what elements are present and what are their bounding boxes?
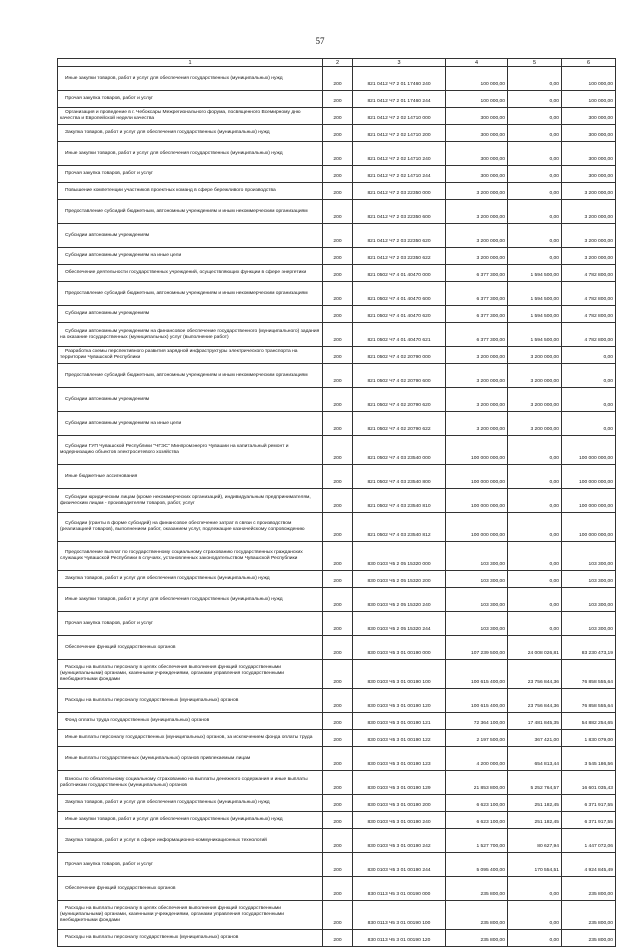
executed-amount-cell: 5 252 764,57	[508, 771, 562, 795]
planned-amount-cell: 3 200 000,00	[446, 183, 508, 200]
remaining-amount-cell: 16 601 035,43	[562, 771, 616, 795]
planned-amount-cell: 103 300,00	[446, 571, 508, 588]
executed-amount-cell: 0,00	[508, 930, 562, 947]
table-row	[58, 636, 616, 660]
executed-amount-cell: 0,00	[508, 436, 562, 465]
executed-amount-cell: 0,00	[508, 183, 562, 200]
table-row	[58, 829, 616, 853]
planned-amount-cell: 100 000 000,00	[446, 465, 508, 489]
planned-amount-cell: 1 527 700,00	[446, 829, 508, 853]
planned-amount-cell: 21 853 800,00	[446, 771, 508, 795]
planned-amount-cell: 6 377 300,00	[446, 323, 508, 347]
table-row	[58, 388, 616, 412]
admin-code-cell: 200	[323, 142, 353, 166]
admin-code-cell: 200	[323, 571, 353, 588]
budget-code-cell: 830 0103 Ч5 3 01 00190 122	[353, 730, 446, 747]
planned-amount-cell: 300 000,00	[446, 142, 508, 166]
budget-code-cell: 821 0412 Ч7 2 03 22350 620	[353, 224, 446, 248]
budget-code-cell: 821 0412 Ч7 2 02 14710 240	[353, 142, 446, 166]
remaining-amount-cell: 100 000 000,00	[562, 489, 616, 513]
admin-code-cell: 200	[323, 306, 353, 323]
table-row	[58, 853, 616, 877]
budget-code-cell: 821 0412 Ч7 2 03 22350 600	[353, 200, 446, 224]
planned-amount-cell: 5 095 400,00	[446, 853, 508, 877]
expense-name-cell: Иные закупки товаров, работ и услуг для обеспечения государственных (муниципальных) нужд	[58, 588, 323, 612]
admin-code-cell: 200	[323, 166, 353, 183]
executed-amount-cell: 367 421,00	[508, 730, 562, 747]
expense-name-cell: Закупка товаров, работ и услуг для обеспечения государственных (муниципальных) нужд	[58, 125, 323, 142]
table-row	[58, 713, 616, 730]
planned-amount-cell: 3 200 000,00	[446, 200, 508, 224]
admin-code-cell: 200	[323, 771, 353, 795]
admin-code-cell: 200	[323, 248, 353, 265]
admin-code-cell: 200	[323, 612, 353, 636]
remaining-amount-cell: 4 782 800,00	[562, 323, 616, 347]
admin-code-cell: 200	[323, 853, 353, 877]
budget-code-cell: 821 0412 Ч7 2 03 22350 000	[353, 183, 446, 200]
admin-code-cell: 200	[323, 930, 353, 947]
admin-code-cell: 200	[323, 412, 353, 436]
remaining-amount-cell: 3 200 000,00	[562, 248, 616, 265]
expense-name-cell: Иные выплаты государственных (муниципальных) органов привлекаемым лицам	[58, 747, 323, 771]
planned-amount-cell: 100 000,00	[446, 67, 508, 91]
table-row	[58, 877, 616, 901]
planned-amount-cell: 3 200 000,00	[446, 388, 508, 412]
executed-amount-cell: 654 813,44	[508, 747, 562, 771]
executed-amount-cell: 17 481 845,35	[508, 713, 562, 730]
admin-code-cell: 200	[323, 795, 353, 812]
expense-name-cell: Иные закупки товаров, работ и услуг для обеспечения государственных (муниципальных) нужд	[58, 812, 323, 829]
remaining-amount-cell: 100 000,00	[562, 67, 616, 91]
executed-amount-cell: 251 182,45	[508, 795, 562, 812]
budget-code-cell: 830 0103 Ч5 3 01 00190 121	[353, 713, 446, 730]
admin-code-cell: 200	[323, 282, 353, 306]
executed-amount-cell: 0,00	[508, 248, 562, 265]
remaining-amount-cell: 100 000 000,00	[562, 436, 616, 465]
executed-amount-cell: 0,00	[508, 571, 562, 588]
planned-amount-cell: 3 200 000,00	[446, 224, 508, 248]
remaining-amount-cell: 83 230 473,19	[562, 636, 616, 660]
remaining-amount-cell: 76 858 555,64	[562, 689, 616, 713]
expense-name-cell: Субсидии автономным учреждениям	[58, 388, 323, 412]
admin-code-cell: 200	[323, 200, 353, 224]
table-row	[58, 812, 616, 829]
planned-amount-cell: 6 377 300,00	[446, 306, 508, 323]
budget-code-cell: 821 0502 Ч7 4 02 20790 622	[353, 412, 446, 436]
executed-amount-cell: 3 200 000,00	[508, 412, 562, 436]
admin-code-cell: 200	[323, 364, 353, 388]
admin-code-cell: 200	[323, 347, 353, 364]
table-row	[58, 660, 616, 689]
table-row	[58, 689, 616, 713]
remaining-amount-cell: 235 800,00	[562, 901, 616, 930]
expense-name-cell: Предоставление субсидий бюджетным, автономным учреждениям и иным некоммерческим организациям	[58, 200, 323, 224]
expense-name-cell: Субсидии автономным учреждениям на иные цели	[58, 248, 323, 265]
expense-name-cell: Расходы на выплаты персоналу государственных (муниципальных) органов	[58, 930, 323, 947]
budget-code-cell: 830 0103 Ч5 2 05 15320 244	[353, 612, 446, 636]
executed-amount-cell: 1 594 500,00	[508, 265, 562, 282]
budget-code-cell: 821 0412 Ч7 2 02 14710 200	[353, 125, 446, 142]
admin-code-cell: 200	[323, 660, 353, 689]
executed-amount-cell: 1 594 500,00	[508, 323, 562, 347]
table-row	[58, 588, 616, 612]
remaining-amount-cell: 0,00	[562, 347, 616, 364]
planned-amount-cell: 6 623 100,00	[446, 812, 508, 829]
planned-amount-cell: 235 800,00	[446, 901, 508, 930]
planned-amount-cell: 300 000,00	[446, 166, 508, 183]
admin-code-cell: 200	[323, 812, 353, 829]
expense-name-cell: Организация и проведение в г. Чебоксары Межрегионального форума, посвященного Всемирному дню качества и Европейской недели качества	[58, 108, 323, 125]
table-row	[58, 513, 616, 542]
remaining-amount-cell: 300 000,00	[562, 166, 616, 183]
remaining-amount-cell: 0,00	[562, 388, 616, 412]
table-row	[58, 412, 616, 436]
admin-code-cell: 200	[323, 636, 353, 660]
expense-name-cell: Прочая закупка товаров, работ и услуг	[58, 612, 323, 636]
budget-code-cell: 830 0103 Ч5 2 05 15320 240	[353, 588, 446, 612]
expense-name-cell: Иные выплаты персоналу государственных (муниципальных) органов, за исключением фонда оплаты труда	[58, 730, 323, 747]
table-row	[58, 166, 616, 183]
admin-code-cell: 200	[323, 67, 353, 91]
planned-amount-cell: 235 800,00	[446, 877, 508, 901]
budget-code-cell: 830 0103 Ч5 3 01 00190 242	[353, 829, 446, 853]
planned-amount-cell: 103 300,00	[446, 588, 508, 612]
budget-code-cell: 821 0502 Ч7 4 02 20790 000	[353, 347, 446, 364]
budget-table	[57, 58, 616, 947]
budget-code-cell: 821 0502 Ч7 4 01 40470 600	[353, 282, 446, 306]
planned-amount-cell: 300 000,00	[446, 108, 508, 125]
planned-amount-cell: 300 000,00	[446, 125, 508, 142]
budget-code-cell: 830 0103 Ч5 3 01 00190 120	[353, 689, 446, 713]
planned-amount-cell: 100 615 400,00	[446, 689, 508, 713]
table-row	[58, 795, 616, 812]
executed-amount-cell: 0,00	[508, 612, 562, 636]
budget-code-cell: 821 0412 Ч7 2 02 14710 000	[353, 108, 446, 125]
executed-amount-cell: 0,00	[508, 513, 562, 542]
expense-name-cell: Повышение компетенции участников проектных команд в сфере бережливого производства	[58, 183, 323, 200]
budget-code-cell: 830 0103 Ч5 2 05 15320 000	[353, 542, 446, 571]
admin-code-cell: 200	[323, 588, 353, 612]
admin-code-cell: 200	[323, 91, 353, 108]
executed-amount-cell: 23 756 844,36	[508, 660, 562, 689]
expense-name-cell: Прочая закупка товаров, работ и услуг	[58, 166, 323, 183]
budget-code-cell: 821 0502 Ч7 4 01 40470 000	[353, 265, 446, 282]
budget-code-cell: 830 0103 Ч5 3 01 00190 123	[353, 747, 446, 771]
table-row	[58, 91, 616, 108]
admin-code-cell: 200	[323, 224, 353, 248]
remaining-amount-cell: 300 000,00	[562, 142, 616, 166]
expense-name-cell: Субсидии автономным учреждениям	[58, 224, 323, 248]
executed-amount-cell: 3 200 000,00	[508, 388, 562, 412]
table-row	[58, 125, 616, 142]
executed-amount-cell: 23 756 844,36	[508, 689, 562, 713]
expense-name-cell: Обеспечение деятельности государственных учреждений, осуществляющих функции в сфере энергетики	[58, 265, 323, 282]
budget-code-cell: 830 0113 Ч5 3 01 00190 000	[353, 877, 446, 901]
admin-code-cell: 200	[323, 489, 353, 513]
budget-code-cell: 830 0103 Ч5 3 01 00190 100	[353, 660, 446, 689]
expense-name-cell: Предоставление субсидий бюджетным, автономным учреждениям и иным некоммерческим организациям	[58, 364, 323, 388]
planned-amount-cell: 100 000 000,00	[446, 436, 508, 465]
remaining-amount-cell: 3 545 186,56	[562, 747, 616, 771]
expense-name-cell: Иные закупки товаров, работ и услуг для обеспечения государственных (муниципальных) нужд	[58, 67, 323, 91]
budget-code-cell: 830 0103 Ч5 3 01 00190 200	[353, 795, 446, 812]
executed-amount-cell: 3 200 000,00	[508, 347, 562, 364]
executed-amount-cell: 0,00	[508, 200, 562, 224]
remaining-amount-cell: 100 000,00	[562, 91, 616, 108]
planned-amount-cell: 3 200 000,00	[446, 347, 508, 364]
expense-name-cell: Предоставление выплат по государственному социальному страхованию государственных гражданских служащих Чувашской Республики в случаях, установленных законодательством Чувашской Республики	[58, 542, 323, 571]
table-row	[58, 282, 616, 306]
remaining-amount-cell: 6 371 917,55	[562, 812, 616, 829]
table-row	[58, 730, 616, 747]
remaining-amount-cell: 100 000 000,00	[562, 513, 616, 542]
table-row	[58, 347, 616, 364]
expense-name-cell: Расходы на выплаты персоналу в целях обеспечения выполнения функций государственными (муниципальными) органами, казенными учреждениями, органами управления государственными внебюджетными фондами	[58, 660, 323, 689]
remaining-amount-cell: 0,00	[562, 412, 616, 436]
table-row	[58, 771, 616, 795]
executed-amount-cell: 251 182,45	[508, 812, 562, 829]
planned-amount-cell: 3 200 000,00	[446, 364, 508, 388]
budget-code-cell: 821 0502 Ч7 4 01 40470 620	[353, 306, 446, 323]
remaining-amount-cell: 4 782 800,00	[562, 306, 616, 323]
executed-amount-cell: 1 594 500,00	[508, 282, 562, 306]
remaining-amount-cell: 4 782 800,00	[562, 265, 616, 282]
remaining-amount-cell: 4 924 845,49	[562, 853, 616, 877]
expense-name-cell: Прочая закупка товаров, работ и услуг	[58, 853, 323, 877]
expense-name-cell: Фонд оплаты труда государственных (муниципальных) органов	[58, 713, 323, 730]
executed-amount-cell: 0,00	[508, 465, 562, 489]
executed-amount-cell: 0,00	[508, 901, 562, 930]
table-row	[58, 364, 616, 388]
budget-code-cell: 830 0113 Ч5 3 01 00190 120	[353, 930, 446, 947]
executed-amount-cell: 0,00	[508, 125, 562, 142]
expense-name-cell: Субсидии ГУП Чувашской Республики "ЧГЭС" Минпромэнерго Чувашии на капитальный ремонт и модернизацию объектов электросетевого хозяйства	[58, 436, 323, 465]
planned-amount-cell: 6 377 300,00	[446, 282, 508, 306]
table-row	[58, 542, 616, 571]
admin-code-cell: 200	[323, 829, 353, 853]
budget-code-cell: 821 0502 Ч7 4 03 23540 810	[353, 489, 446, 513]
table-row	[58, 306, 616, 323]
budget-code-cell: 821 0412 Ч7 2 03 22350 622	[353, 248, 446, 265]
table-row	[58, 747, 616, 771]
executed-amount-cell: 170 554,51	[508, 853, 562, 877]
executed-amount-cell: 24 008 026,81	[508, 636, 562, 660]
planned-amount-cell: 4 200 000,00	[446, 747, 508, 771]
planned-amount-cell: 100 000,00	[446, 91, 508, 108]
planned-amount-cell: 6 377 300,00	[446, 265, 508, 282]
budget-code-cell: 821 0502 Ч7 4 03 23540 800	[353, 465, 446, 489]
budget-code-cell: 821 0502 Ч7 4 02 20790 620	[353, 388, 446, 412]
budget-code-cell: 830 0103 Ч5 3 01 00190 240	[353, 812, 446, 829]
budget-code-cell: 821 0412 Ч7 2 02 14710 244	[353, 166, 446, 183]
expense-name-cell: Иные закупки товаров, работ и услуг для обеспечения государственных (муниципальных) нужд	[58, 142, 323, 166]
remaining-amount-cell: 76 858 555,64	[562, 660, 616, 689]
admin-code-cell: 200	[323, 465, 353, 489]
expense-name-cell: Расходы на выплаты персоналу государственных (муниципальных) органов	[58, 689, 323, 713]
remaining-amount-cell: 4 782 800,00	[562, 282, 616, 306]
budget-code-cell: 821 0502 Ч7 4 01 40470 621	[353, 323, 446, 347]
budget-code-cell: 830 0103 Ч5 3 01 00190 129	[353, 771, 446, 795]
admin-code-cell: 200	[323, 183, 353, 200]
admin-code-cell: 200	[323, 125, 353, 142]
budget-code-cell: 830 0103 Ч5 3 01 00190 000	[353, 636, 446, 660]
table-row	[58, 142, 616, 166]
expense-name-cell: Субсидии (гранты в форме субсидий) на финансовое обеспечение затрат в связи с производством (реализацией товаров), выполнением работ, оказанием услуг, подлежащие казначейскому сопровождению	[58, 513, 323, 542]
expense-name-cell: Расходы на выплаты персоналу в целях обеспечения выполнения функций государственными (муниципальными) органами, казенными учреждениями, органами управления государственными внебюджетными фондами	[58, 901, 323, 930]
remaining-amount-cell: 300 000,00	[562, 108, 616, 125]
executed-amount-cell: 0,00	[508, 67, 562, 91]
header-col-1: 1	[58, 59, 323, 67]
expense-name-cell: Субсидии автономным учреждениям на иные цели	[58, 412, 323, 436]
header-row	[58, 59, 616, 67]
remaining-amount-cell: 54 882 254,65	[562, 713, 616, 730]
table-row	[58, 224, 616, 248]
page-number: 57	[315, 36, 325, 46]
table-row	[58, 465, 616, 489]
remaining-amount-cell: 0,00	[562, 364, 616, 388]
budget-code-cell: 830 0113 Ч5 3 01 00190 100	[353, 901, 446, 930]
admin-code-cell: 200	[323, 713, 353, 730]
executed-amount-cell: 0,00	[508, 108, 562, 125]
expense-name-cell: Субсидии автономным учреждениям на финансовое обеспечение государственного (муниципального) задания на оказание государственных (муниципальных) услуг (выполнение работ)	[58, 323, 323, 347]
admin-code-cell: 200	[323, 513, 353, 542]
expense-name-cell: Закупка товаров, работ и услуг для обеспечения государственных (муниципальных) нужд	[58, 571, 323, 588]
planned-amount-cell: 103 300,00	[446, 612, 508, 636]
remaining-amount-cell: 103 300,00	[562, 588, 616, 612]
table-row	[58, 436, 616, 465]
expense-name-cell: Закупка товаров, работ и услуг в сфере информационно-коммуникационных технологий	[58, 829, 323, 853]
expense-name-cell: Закупка товаров, работ и услуг для обеспечения государственных (муниципальных) нужд	[58, 795, 323, 812]
remaining-amount-cell: 3 200 000,00	[562, 200, 616, 224]
remaining-amount-cell: 1 447 072,06	[562, 829, 616, 853]
admin-code-cell: 200	[323, 901, 353, 930]
planned-amount-cell: 100 615 400,00	[446, 660, 508, 689]
expense-name-cell: Иные бюджетные ассигнования	[58, 465, 323, 489]
remaining-amount-cell: 235 800,00	[562, 930, 616, 947]
budget-code-cell: 830 0103 Ч5 2 05 15320 200	[353, 571, 446, 588]
admin-code-cell: 200	[323, 689, 353, 713]
table-row	[58, 612, 616, 636]
expense-name-cell: Субсидии автономным учреждениям	[58, 306, 323, 323]
admin-code-cell: 200	[323, 542, 353, 571]
header-col-4: 4	[446, 59, 508, 67]
expense-name-cell: Разработка схемы перспективного развития зарядной инфраструктуры электрического транспорта на территории Чувашской Республики	[58, 347, 323, 364]
admin-code-cell: 200	[323, 388, 353, 412]
table-row	[58, 248, 616, 265]
table-row	[58, 67, 616, 91]
budget-code-cell: 821 0502 Ч7 4 02 20790 600	[353, 364, 446, 388]
expense-name-cell: Взносы по обязательному социальному страхованию на выплаты денежного содержания и иные выплаты работникам государственных (муниципальных) органов	[58, 771, 323, 795]
executed-amount-cell: 0,00	[508, 166, 562, 183]
expense-name-cell: Обеспечение функций государственных органов	[58, 877, 323, 901]
expense-name-cell: Обеспечение функций государственных органов	[58, 636, 323, 660]
remaining-amount-cell: 100 000 000,00	[562, 465, 616, 489]
expense-name-cell: Предоставление субсидий бюджетным, автономным учреждениям и иным некоммерческим организациям	[58, 282, 323, 306]
table-row	[58, 200, 616, 224]
table-row	[58, 323, 616, 347]
remaining-amount-cell: 1 830 079,00	[562, 730, 616, 747]
planned-amount-cell: 3 200 000,00	[446, 248, 508, 265]
admin-code-cell: 200	[323, 730, 353, 747]
planned-amount-cell: 100 000 000,00	[446, 489, 508, 513]
remaining-amount-cell: 3 200 000,00	[562, 183, 616, 200]
remaining-amount-cell: 6 371 917,55	[562, 795, 616, 812]
expense-name-cell: Субсидии юридическим лицам (кроме некоммерческих организаций), индивидуальным предпринимателям, физическим лицам - производителям товаров, работ, услуг	[58, 489, 323, 513]
remaining-amount-cell: 103 300,00	[562, 612, 616, 636]
admin-code-cell: 200	[323, 436, 353, 465]
remaining-amount-cell: 103 300,00	[562, 542, 616, 571]
expense-name-cell: Прочая закупка товаров, работ и услуг	[58, 91, 323, 108]
executed-amount-cell: 0,00	[508, 588, 562, 612]
executed-amount-cell: 0,00	[508, 224, 562, 248]
budget-code-cell: 830 0103 Ч5 3 01 00190 244	[353, 853, 446, 877]
table-row	[58, 183, 616, 200]
header-col-2: 2	[323, 59, 353, 67]
remaining-amount-cell: 300 000,00	[562, 125, 616, 142]
planned-amount-cell: 235 800,00	[446, 930, 508, 947]
planned-amount-cell: 6 623 100,00	[446, 795, 508, 812]
planned-amount-cell: 103 300,00	[446, 542, 508, 571]
table-body	[58, 67, 616, 947]
admin-code-cell: 200	[323, 747, 353, 771]
executed-amount-cell: 0,00	[508, 542, 562, 571]
admin-code-cell: 200	[323, 265, 353, 282]
executed-amount-cell: 3 200 000,00	[508, 364, 562, 388]
executed-amount-cell: 0,00	[508, 489, 562, 513]
executed-amount-cell: 1 594 500,00	[508, 306, 562, 323]
admin-code-cell: 200	[323, 108, 353, 125]
budget-code-cell: 821 0502 Ч7 4 03 23540 000	[353, 436, 446, 465]
table-row	[58, 489, 616, 513]
budget-code-cell: 821 0502 Ч7 4 03 23540 812	[353, 513, 446, 542]
planned-amount-cell: 2 197 500,00	[446, 730, 508, 747]
budget-code-cell: 821 0412 Ч7 2 01 17460 244	[353, 91, 446, 108]
admin-code-cell: 200	[323, 323, 353, 347]
header-col-6: 6	[562, 59, 616, 67]
remaining-amount-cell: 235 800,00	[562, 877, 616, 901]
executed-amount-cell: 80 627,94	[508, 829, 562, 853]
table-row	[58, 571, 616, 588]
admin-code-cell: 200	[323, 877, 353, 901]
table-row	[58, 265, 616, 282]
planned-amount-cell: 3 200 000,00	[446, 412, 508, 436]
executed-amount-cell: 0,00	[508, 877, 562, 901]
table-row	[58, 930, 616, 947]
executed-amount-cell: 0,00	[508, 142, 562, 166]
executed-amount-cell: 0,00	[508, 91, 562, 108]
table-row	[58, 108, 616, 125]
planned-amount-cell: 107 239 500,00	[446, 636, 508, 660]
header-col-5: 5	[508, 59, 562, 67]
planned-amount-cell: 72 364 100,00	[446, 713, 508, 730]
budget-code-cell: 821 0412 Ч7 2 01 17460 240	[353, 67, 446, 91]
remaining-amount-cell: 103 300,00	[562, 571, 616, 588]
header-col-3: 3	[353, 59, 446, 67]
planned-amount-cell: 100 000 000,00	[446, 513, 508, 542]
remaining-amount-cell: 3 200 000,00	[562, 224, 616, 248]
